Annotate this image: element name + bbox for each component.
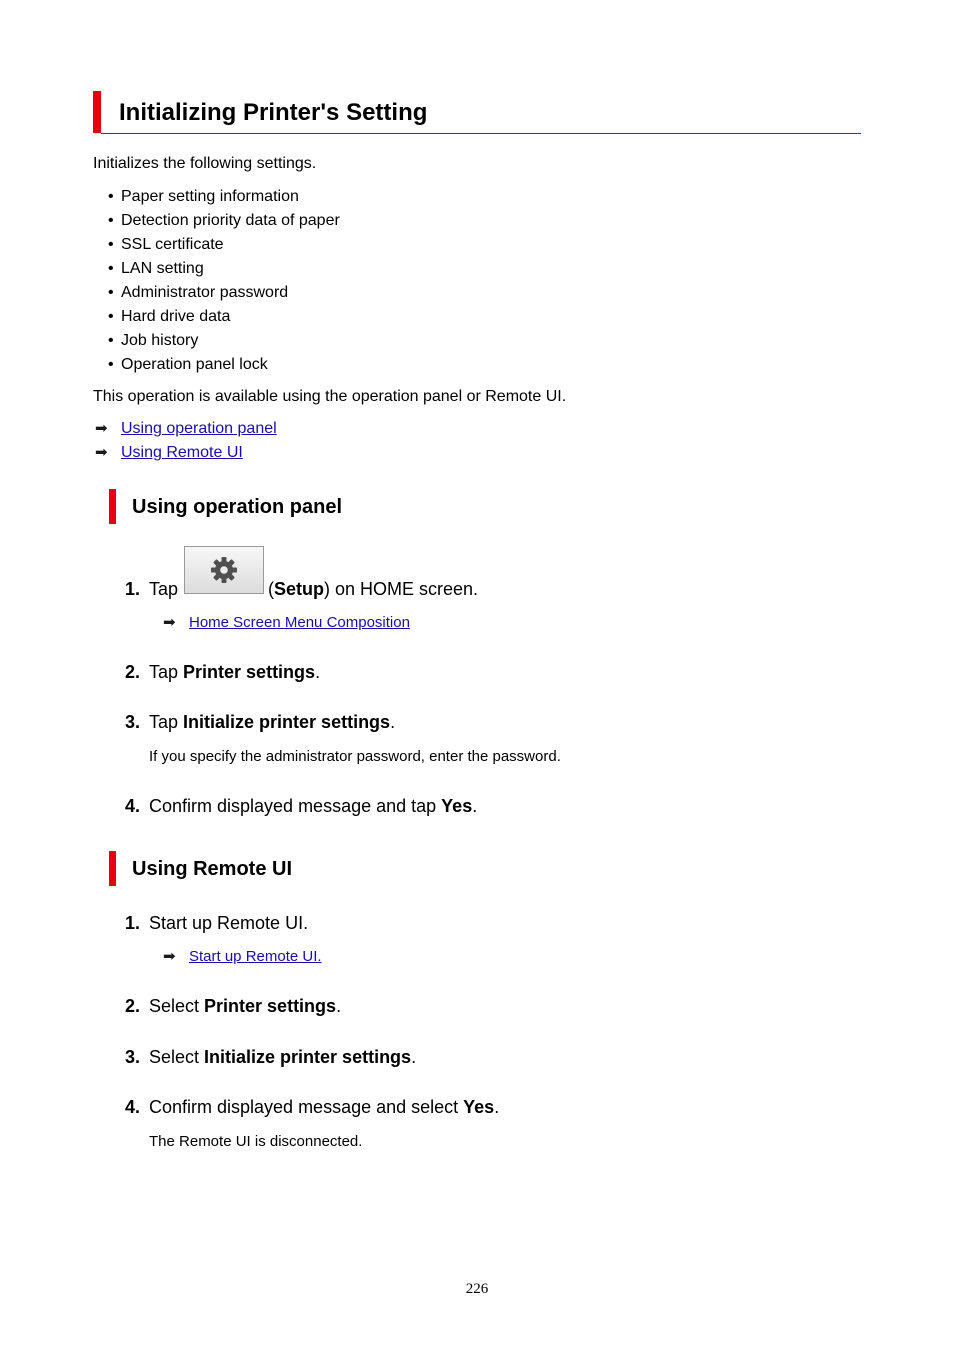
step-4-remote bbox=[125, 1095, 499, 1119]
page-title: Initializing Printer's Setting bbox=[119, 99, 428, 126]
step-text: . bbox=[472, 796, 478, 816]
bullet: • bbox=[108, 356, 114, 373]
arrow-right-icon: ➡ bbox=[95, 444, 108, 461]
arrow-right-icon: ➡ bbox=[163, 614, 176, 631]
step-2-remote bbox=[125, 994, 341, 1018]
page-number: 226 bbox=[465, 1281, 489, 1297]
step-3-note: If you specify the administrator password, enter the password. bbox=[149, 748, 561, 765]
bullet: • bbox=[108, 284, 114, 301]
section-heading-remote-ui: Using Remote UI bbox=[132, 858, 293, 880]
bullet: • bbox=[108, 236, 114, 253]
title-underline bbox=[101, 133, 861, 134]
setup-button-image bbox=[184, 546, 264, 594]
step-number: 3. bbox=[125, 1047, 141, 1067]
step-bold-term: Yes bbox=[463, 1097, 495, 1117]
bullet: • bbox=[108, 308, 114, 325]
bullet: • bbox=[108, 188, 114, 205]
list-item: SSL certificate bbox=[121, 236, 224, 253]
step-text: Confirm displayed message and tap bbox=[149, 796, 442, 816]
section-heading-operation-panel: Using operation panel bbox=[132, 496, 343, 518]
step-3-remote bbox=[125, 1045, 416, 1069]
step-bold-term: Initialize printer settings bbox=[204, 1047, 412, 1067]
step-1-remote bbox=[125, 911, 308, 935]
step-number: 3. bbox=[125, 712, 141, 732]
step-number: 2. bbox=[125, 996, 141, 1016]
title-accent-bar bbox=[93, 91, 101, 133]
step-text: Tap bbox=[149, 662, 184, 682]
list-item: Hard drive data bbox=[121, 308, 231, 325]
step-number: 2. bbox=[125, 662, 141, 682]
link-home-screen-menu[interactable]: Home Screen Menu Composition bbox=[189, 614, 410, 631]
step-text: ) on HOME screen. bbox=[324, 579, 479, 599]
step-text: Start up Remote UI. bbox=[149, 913, 309, 933]
step-number: 4. bbox=[125, 1097, 141, 1117]
step-number: 1. bbox=[125, 579, 141, 599]
list-item: LAN setting bbox=[121, 260, 204, 277]
step-text: Tap bbox=[149, 712, 184, 732]
step-1-panel bbox=[125, 577, 178, 601]
step-bold-term: Setup bbox=[274, 579, 325, 599]
list-item: Detection priority data of paper bbox=[121, 212, 340, 229]
step-4-note: The Remote UI is disconnected. bbox=[149, 1133, 363, 1150]
step-text: Tap bbox=[149, 579, 179, 599]
list-item: Job history bbox=[121, 332, 199, 349]
step-bold-term: Yes bbox=[441, 796, 473, 816]
section-accent-bar bbox=[109, 489, 116, 524]
step-text: ( bbox=[268, 579, 274, 599]
arrow-right-icon: ➡ bbox=[163, 948, 176, 965]
bullet: • bbox=[108, 332, 114, 349]
step-text: . bbox=[411, 1047, 417, 1067]
intro-text: Initializes the following settings. bbox=[93, 155, 317, 172]
step-text: . bbox=[390, 712, 396, 732]
availability-text: This operation is available using the operation panel or Remote UI. bbox=[93, 388, 567, 405]
step-1-panel-continued bbox=[268, 577, 478, 601]
list-item: Administrator password bbox=[121, 284, 289, 301]
arrow-right-icon: ➡ bbox=[95, 420, 108, 437]
step-text: . bbox=[494, 1097, 500, 1117]
step-text: . bbox=[315, 662, 321, 682]
bullet: • bbox=[108, 260, 114, 277]
link-using-remote-ui[interactable]: Using Remote UI bbox=[121, 444, 243, 461]
step-text: . bbox=[336, 996, 342, 1016]
step-text: Select bbox=[149, 996, 205, 1016]
step-text: Select bbox=[149, 1047, 205, 1067]
step-bold-term: Printer settings bbox=[183, 662, 316, 682]
step-bold-term: Printer settings bbox=[204, 996, 337, 1016]
step-number: 4. bbox=[125, 796, 141, 816]
section-accent-bar bbox=[109, 851, 116, 886]
link-using-operation-panel[interactable]: Using operation panel bbox=[121, 420, 277, 437]
step-bold-term: Initialize printer settings bbox=[183, 712, 391, 732]
bullet: • bbox=[108, 212, 114, 229]
step-text: Confirm displayed message and select bbox=[149, 1097, 464, 1117]
list-item: Operation panel lock bbox=[121, 356, 268, 373]
list-item: Paper setting information bbox=[121, 188, 299, 205]
step-3-panel bbox=[125, 710, 395, 734]
step-number: 1. bbox=[125, 913, 141, 933]
step-2-panel bbox=[125, 660, 320, 684]
step-4-panel bbox=[125, 794, 477, 818]
gear-icon bbox=[209, 555, 239, 585]
link-start-up-remote-ui[interactable]: Start up Remote UI. bbox=[189, 948, 322, 965]
